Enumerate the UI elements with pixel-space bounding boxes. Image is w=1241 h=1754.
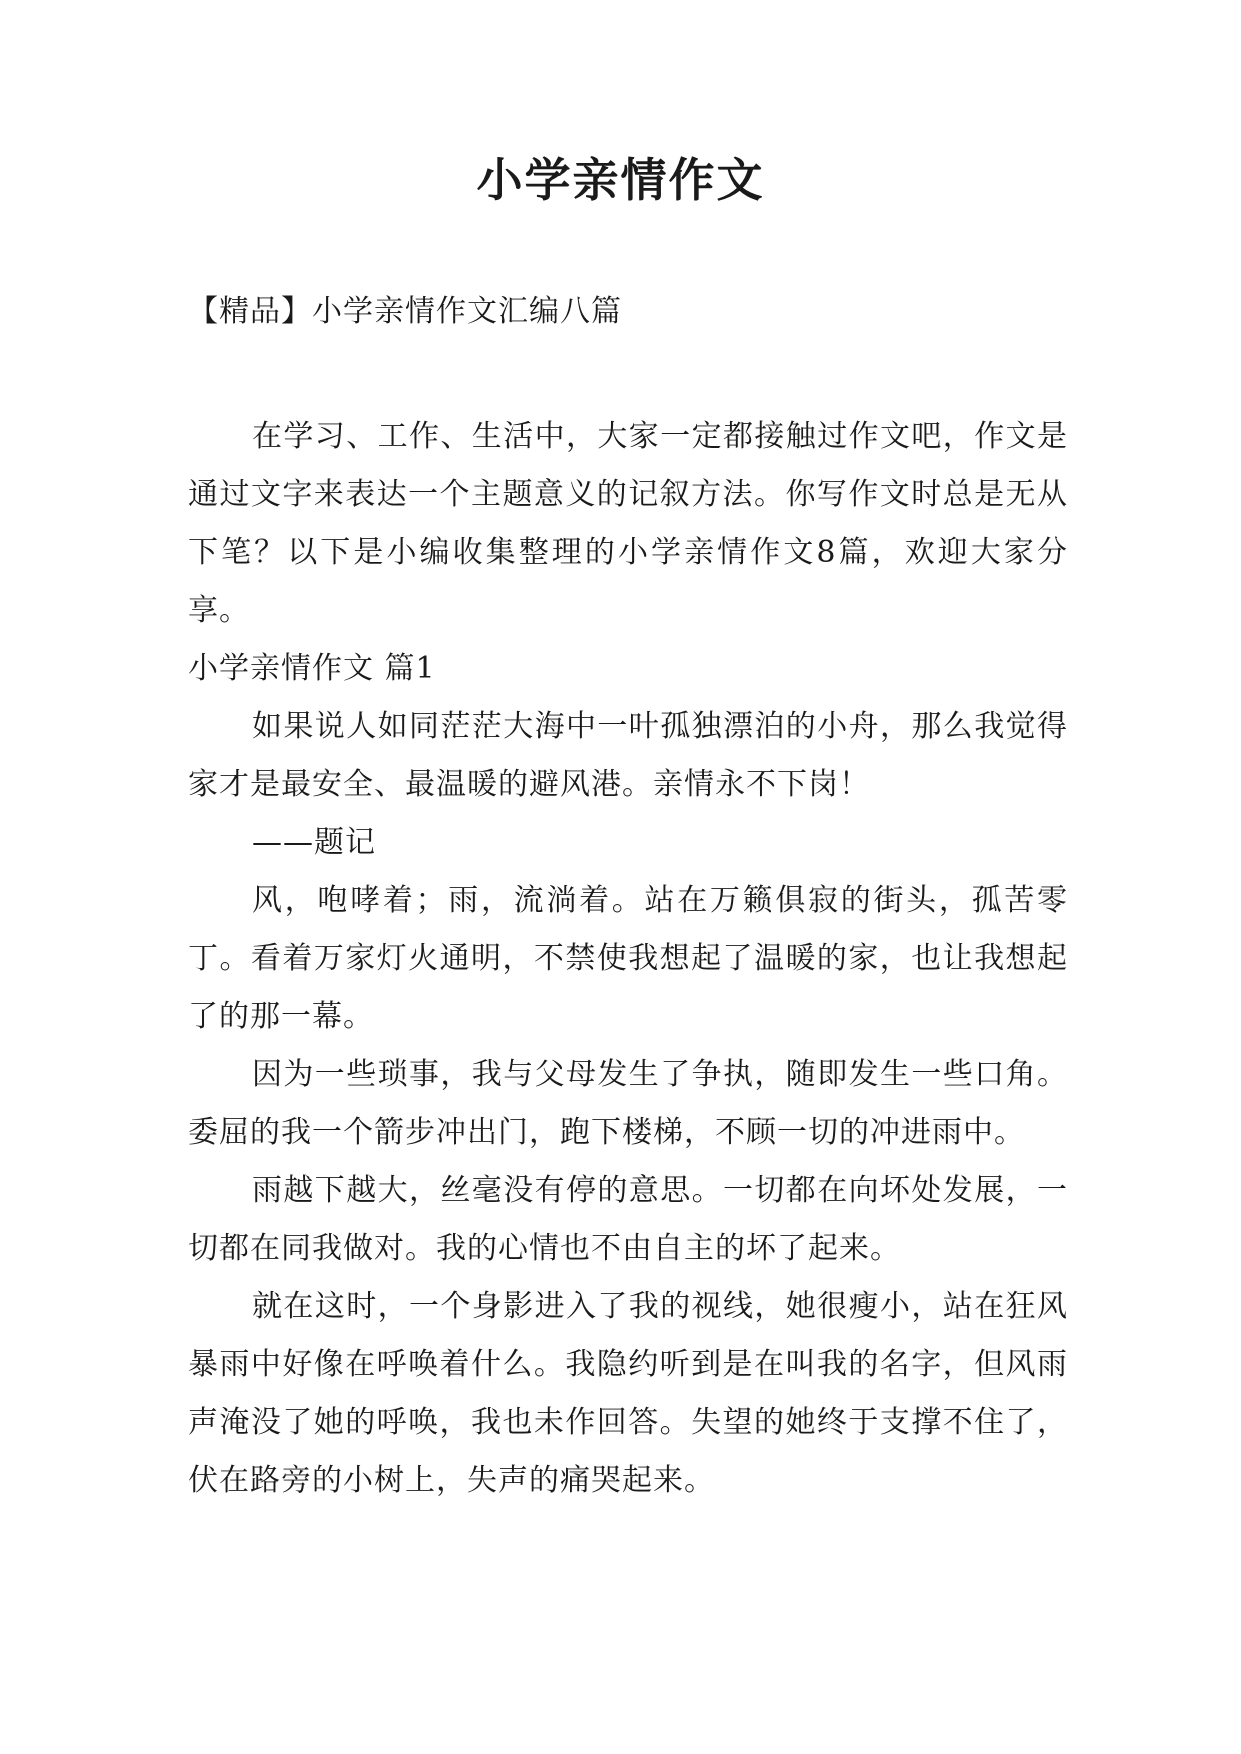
body-paragraph: 如果说人如同茫茫大海中一叶孤独漂泊的小舟，那么我觉得家才是最安全、最温暖的避风港。亲情永不下岗！ xyxy=(188,709,1068,802)
section-heading: 小学亲情作文 篇1 xyxy=(188,651,436,686)
body-paragraph: 风，咆哮着；雨，流淌着。站在万籁俱寂的街头，孤苦零丁。看着万家灯火通明，不禁使我想起了温暖的家，也让我想起了的那一幕。 xyxy=(188,883,1068,1034)
intro-paragraph: 在学习、工作、生活中，大家一定都接触过作文吧，作文是通过文字来表达一个主题意义的记叙方法。你写作文时总是无从下笔？以下是小编收集整理的小学亲情作文8篇，欢迎大家分享。 xyxy=(188,419,1068,628)
document-subtitle: 【精品】小学亲情作文汇编八篇 xyxy=(188,294,622,329)
epigraph-attribution: ——题记 xyxy=(252,825,376,860)
document-title: 小学亲情作文 xyxy=(476,153,765,207)
body-paragraph: 就在这时，一个身影进入了我的视线，她很瘦小，站在狂风暴雨中好像在呼唤着什么。我隐约听到是在叫我的名字，但风雨声淹没了她的呼唤，我也未作回答。失望的她终于支撑不住了，伏在路旁的小树上，失声的痛哭起来。 xyxy=(188,1289,1068,1498)
document-body xyxy=(188,408,1068,1510)
body-paragraph: 因为一些琐事，我与父母发生了争执，随即发生一些口角。委屈的我一个箭步冲出门，跑下楼梯，不顾一切的冲进雨中。 xyxy=(188,1057,1068,1150)
body-paragraph: 雨越下越大，丝毫没有停的意思。一切都在向坏处发展，一切都在同我做对。我的心情也不由自主的坏了起来。 xyxy=(188,1173,1068,1266)
